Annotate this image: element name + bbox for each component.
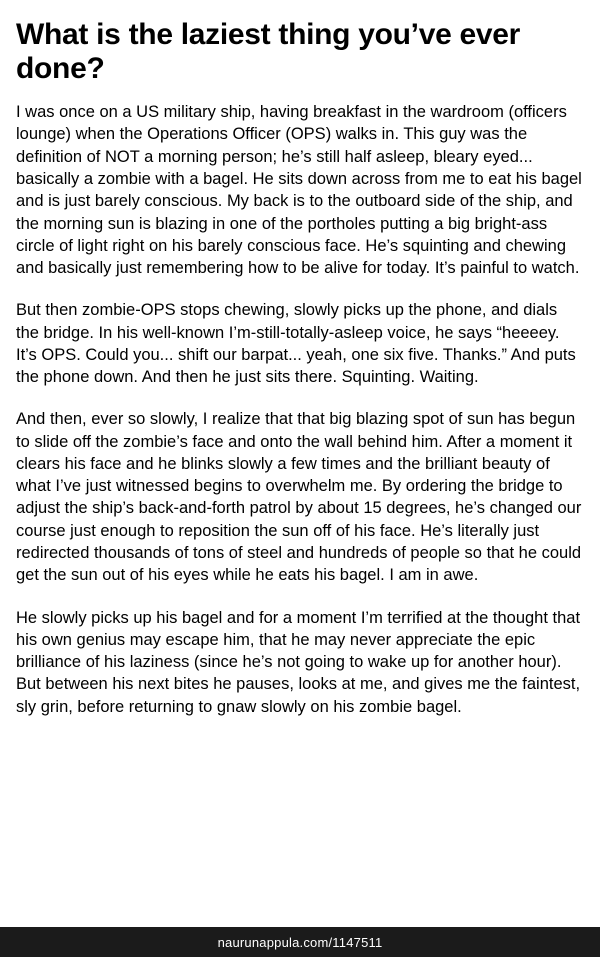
- article-body: [14, 101, 586, 718]
- article-paragraph: And then, ever so slowly, I realize that that big blazing spot of sun has begun to slide off the zombie’s face and onto the wall behind him. After a moment it clears his face and he blinks slowly a few times and the brilliant beauty of what I’ve just witnessed begins to overwhelm me. By ordering the bridge to adjust the ship’s back-and-forth patrol by about 15 degrees, he’s changed our course just enough to reposition the sun off of his face. He’s literally just redirected thousands of tons of steel and hundreds of people so that he could get the sun out of his eyes while he eats his bagel. I am in awe.: [16, 410, 582, 585]
- source-footer: [0, 927, 600, 957]
- source-url-label[interactable]: naurunappula.com/1147511: [217, 934, 383, 950]
- article-paragraph: But then zombie-OPS stops chewing, slowly picks up the phone, and dials the bridge. In his well-known I’m-still-totally-asleep voice, he says “heeeey. It’s OPS. Could you... shift our barpat... yeah, one six five. Thanks.” And puts the phone down. And then he just sits there. Squinting. Waiting.: [16, 301, 576, 387]
- page-title: What is the laziest thing you’ve ever done?: [16, 18, 521, 85]
- bottom-spacer: [14, 718, 586, 957]
- article-paragraph: He slowly picks up his bagel and for a moment I’m terrified at the thought that his own genius may escape him, that he may never appreciate the epic brilliance of his laziness (since he’s not going to wake up for another hour). But between his next bites he pauses, looks at me, and gives me the faintest, sly grin, before returning to gnaw slowly on his zombie bagel.: [16, 608, 581, 716]
- article-paragraph: I was once on a US military ship, having breakfast in the wardroom (officers lounge) when the Operations Officer (OPS) walks in. This guy was the definition of NOT a morning person; he’s still half asleep, bleary eyed... basically a zombie with a bagel. He sits down across from me to eat his bagel and is just barely conscious. My back is to the outboard side of the ship, and the morning sun is blazing in one of the portholes putting a big bright-ass circle of light right on his barely conscious face. He’s squinting and chewing and basically just remembering how to be alive for today. It’s painful to watch.: [16, 103, 582, 278]
